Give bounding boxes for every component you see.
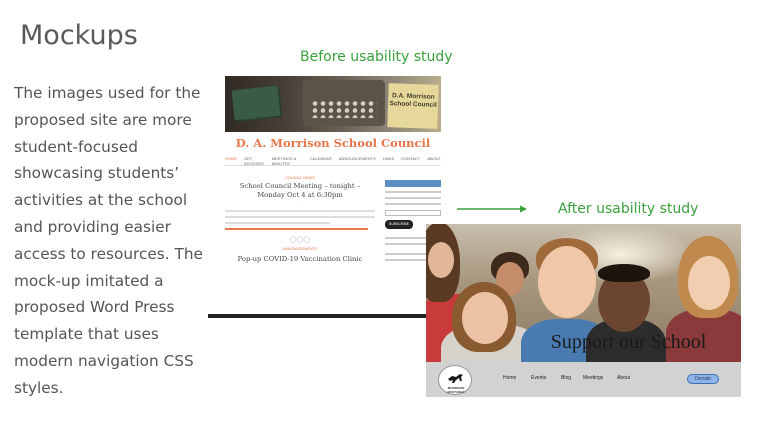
before-nav-item[interactable]: MEETINGS & MINUTES <box>271 156 297 166</box>
post2-category[interactable]: ANNOUNCEMENTS <box>282 247 318 251</box>
post-divider: ◯◯◯ <box>289 237 311 243</box>
caption-after-usability: After usability study <box>558 201 699 217</box>
banner-note: D.A. Morrison School Council <box>387 83 439 129</box>
before-nav-bar <box>225 156 441 166</box>
before-nav-item[interactable]: HOME <box>225 156 237 161</box>
hero-slogan: Support our School <box>550 331 707 353</box>
before-nav-item[interactable]: CALENDAR <box>309 156 332 161</box>
slide-title: Mockups <box>20 20 138 51</box>
nav-link-about[interactable]: About <box>617 375 631 381</box>
subscribe-email-input[interactable] <box>385 210 441 216</box>
logo-text: MORRISON MUSTANGS <box>447 386 465 394</box>
nav-link-events[interactable]: Events <box>531 375 547 381</box>
post2-title[interactable]: Pop-up COVID-19 Vaccination Clinic <box>237 255 363 263</box>
caption-before-usability: Before usability study <box>300 49 453 65</box>
before-post-area <box>225 176 375 263</box>
before-nav-item[interactable]: LINKS <box>382 156 395 161</box>
post-title[interactable]: School Council Meeting – tonight – Monday Oct 4 at 6:30pm <box>239 182 361 199</box>
arrow-right-icon <box>457 204 527 214</box>
nav-link-meetings[interactable]: Meetings <box>583 375 604 381</box>
post-meta: · · · <box>297 202 303 206</box>
before-site-title: D. A. Morrison School Council <box>235 136 431 150</box>
before-nav-item[interactable]: CONTACT <box>401 156 421 161</box>
mustangs-logo[interactable] <box>438 365 472 395</box>
subscribe-button[interactable]: SUBSCRIBE <box>385 220 413 229</box>
nav-link-home[interactable]: Home <box>503 375 517 381</box>
before-mockup-screenshot <box>208 76 441 321</box>
slide-body-text: The images used for the proposed site are more student-focused showcasing students’ activities at the school and providing easier access to resources. The mock-up imitated a proposed Word Press template that uses modern navigation CSS styles. <box>14 84 203 397</box>
post-link[interactable] <box>225 228 368 230</box>
before-banner-image <box>225 76 441 132</box>
before-nav-item[interactable]: ANNOUNCEMENTS <box>338 156 376 161</box>
nav-link-blog[interactable]: Blog <box>561 375 572 381</box>
hero-students-photo <box>426 224 741 362</box>
book-image <box>232 86 281 121</box>
donate-button[interactable]: Donate <box>687 374 719 384</box>
after-nav-bar <box>426 362 741 397</box>
before-nav-item[interactable]: GET INVOLVED <box>244 156 264 166</box>
horse-icon <box>447 372 465 384</box>
before-nav-item[interactable]: ABOUT <box>427 156 441 161</box>
after-mockup-screenshot <box>426 224 741 397</box>
post-category[interactable]: COUNCIL NEWS <box>285 176 315 180</box>
after-nav-links <box>503 375 641 381</box>
